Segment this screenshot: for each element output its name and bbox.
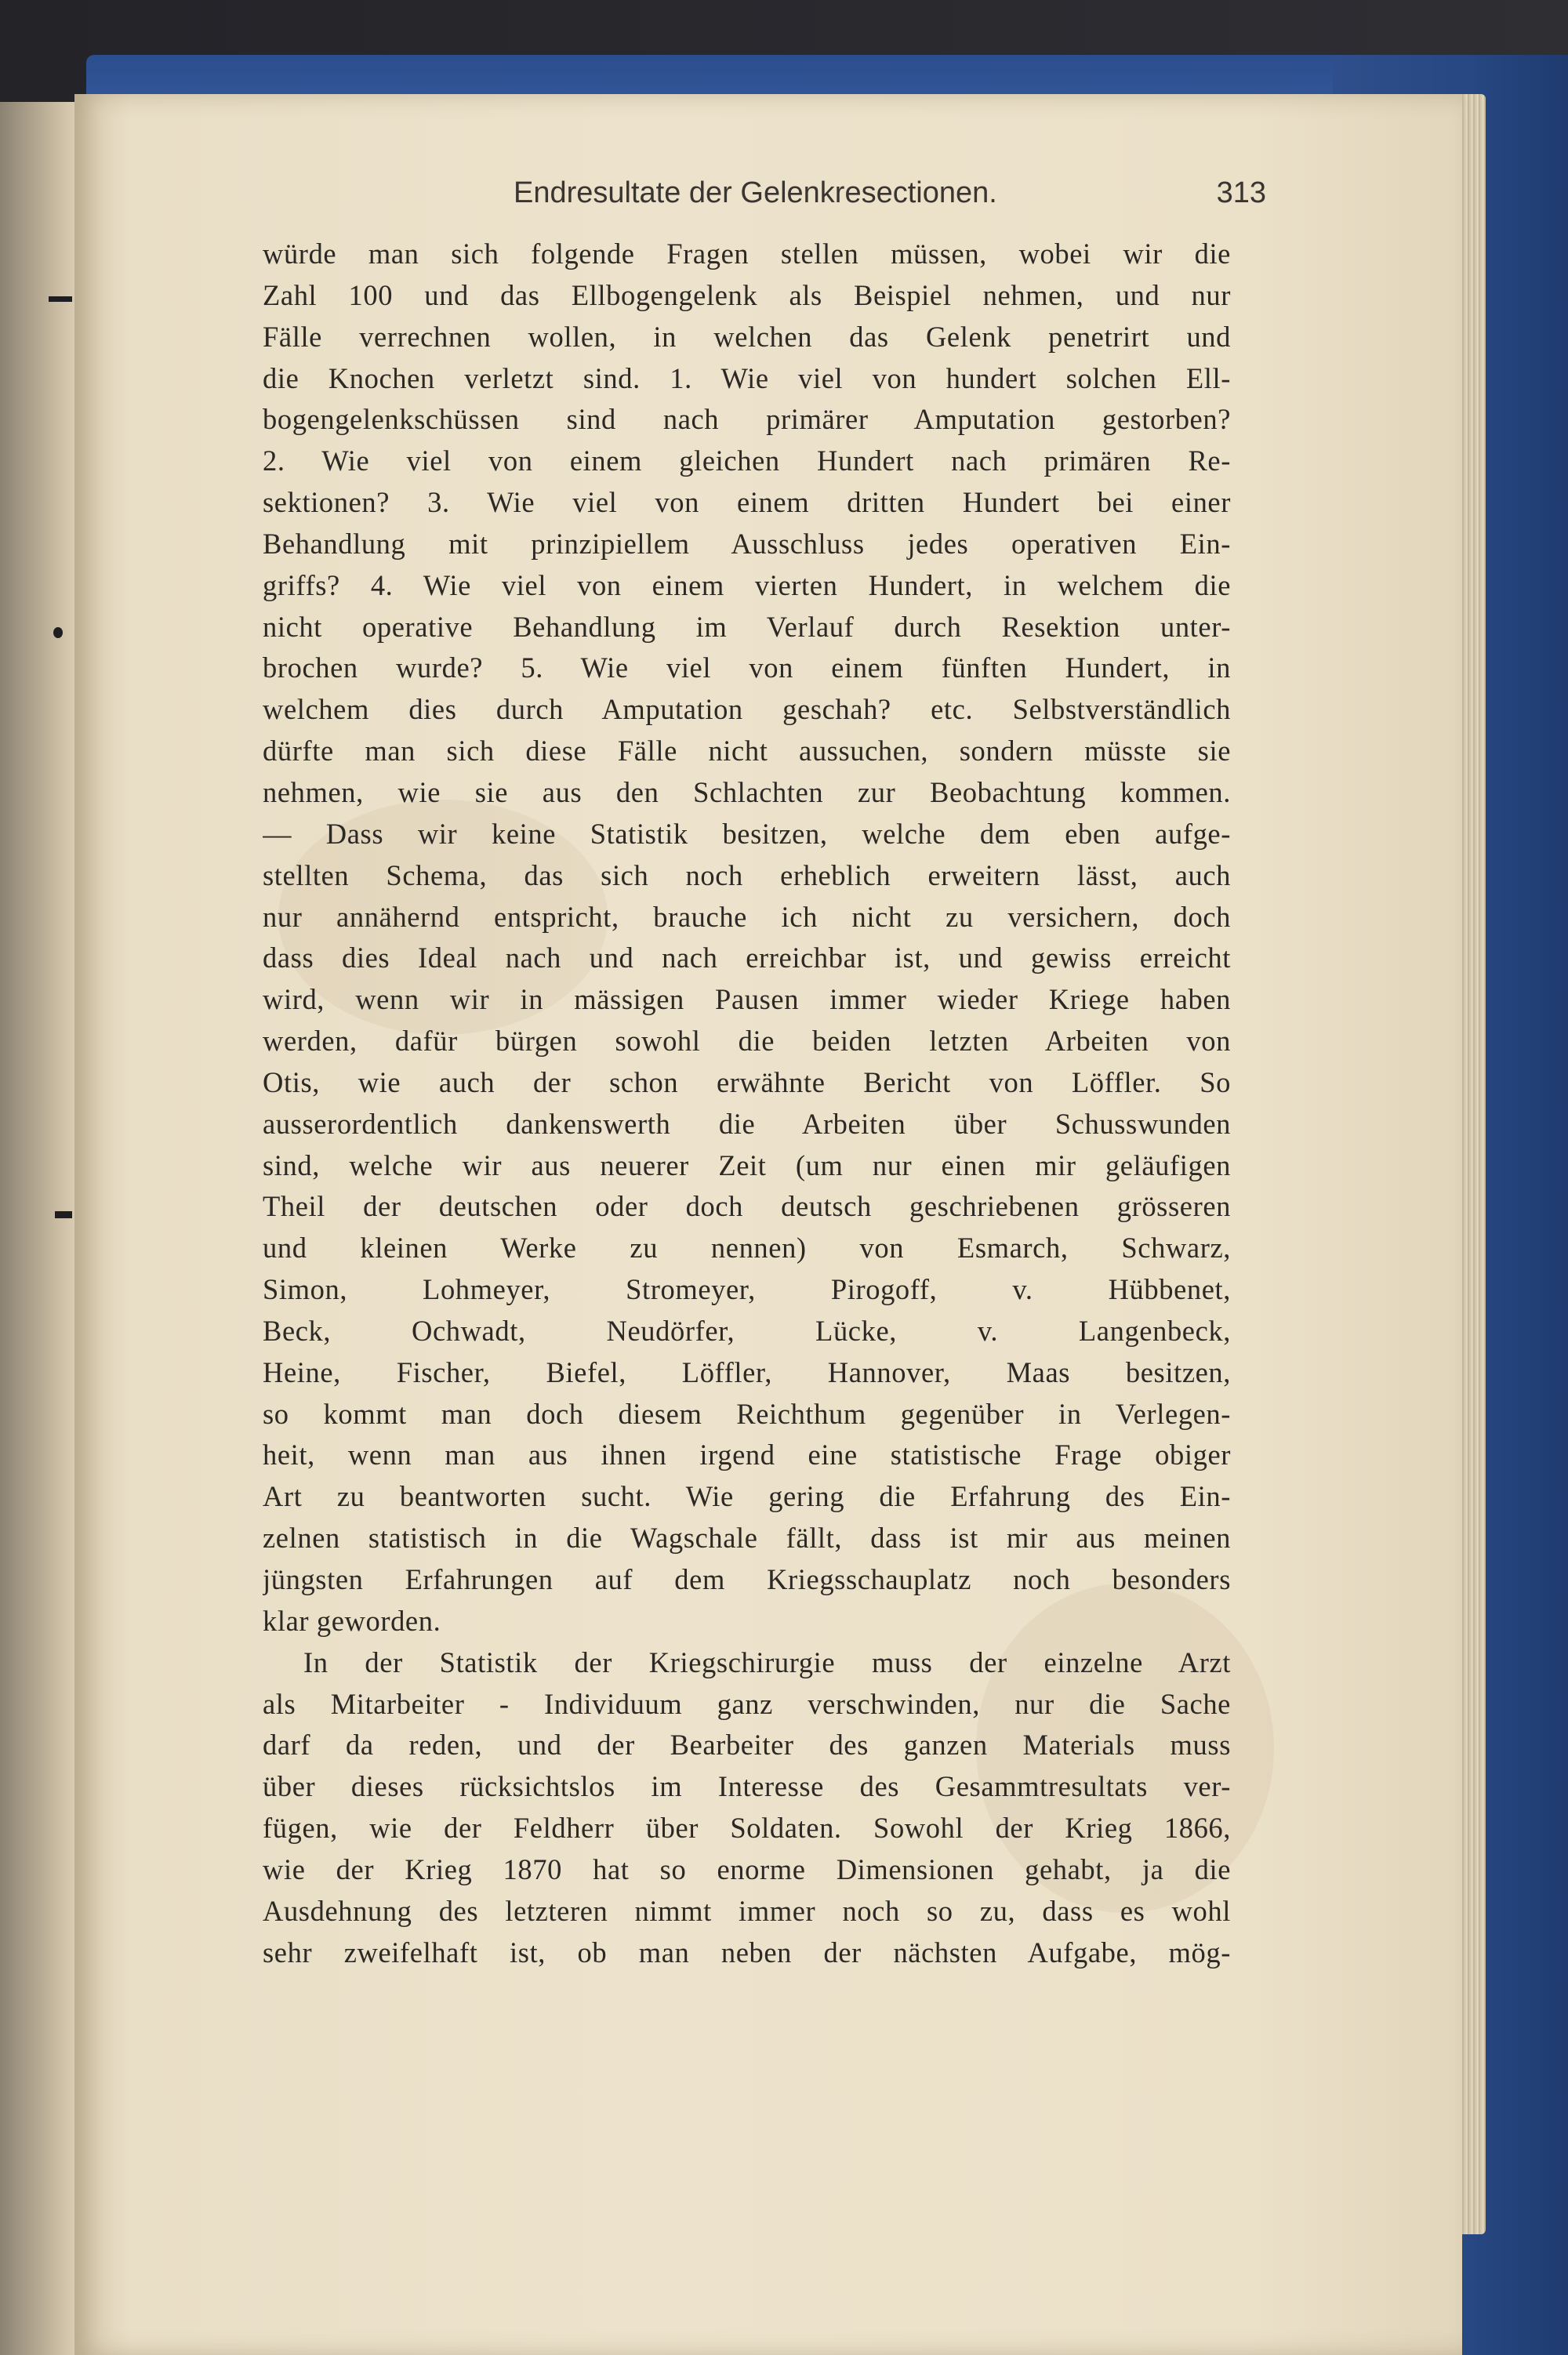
text-line: 2. Wie viel von einem gleichen Hundert nach primären Re- bbox=[263, 445, 1231, 477]
text-line: Behandlung mit prinzipiellem Ausschluss jedes operativen Ein- bbox=[263, 527, 1231, 560]
text-line: nehmen, wie sie aus den Schlachten zur Beobachtung kommen. bbox=[263, 775, 1231, 808]
text-line: dürfte man sich diese Fälle nicht aussuchen, sondern müsste sie bbox=[263, 735, 1231, 767]
text-line: fügen, wie der Feldherr über Soldaten. Sowohl der Krieg 1866, bbox=[263, 1812, 1231, 1845]
text-line: welchem dies durch Amputation geschah? etc. Selbstverständlich bbox=[263, 693, 1231, 726]
margin-mark bbox=[53, 627, 63, 638]
text-line: würde man sich folgende Fragen stellen müssen, wobei wir die bbox=[263, 238, 1231, 270]
text-line: Heine, Fischer, Biefel, Löffler, Hannover, Maas besitzen, bbox=[263, 1355, 1231, 1388]
text-line: stellten Schema, das sich noch erheblich erweitern lässt, auch bbox=[263, 858, 1231, 891]
text-line: nur annähernd entspricht, brauche ich nicht zu versichern, doch bbox=[263, 900, 1231, 933]
page-header bbox=[263, 176, 1266, 223]
text-line: werden, dafür bürgen sowohl die beiden letzten Arbeiten von bbox=[263, 1025, 1231, 1058]
text-line: darf da reden, und der Bearbeiter des ganzen Materials muss bbox=[263, 1729, 1231, 1762]
text-line: griffs? 4. Wie viel von einem vierten Hundert, in welchem die bbox=[263, 568, 1231, 601]
text-line: zelnen statistisch in die Wagschale fällt, dass ist mir aus meinen bbox=[263, 1522, 1231, 1555]
text-line: In der Statistik der Kriegschirurgie muss der einzelne Arzt bbox=[303, 1646, 1231, 1678]
text-line: Art zu beantworten sucht. Wie gering die Erfahrung des Ein- bbox=[263, 1480, 1231, 1513]
text-line: Otis, wie auch der schon erwähnte Bericht von Löffler. So bbox=[263, 1065, 1231, 1098]
text-line: die Knochen verletzt sind. 1. Wie viel von hundert solchen Ell- bbox=[263, 361, 1231, 394]
text-line: als Mitarbeiter - Individuum ganz verschwinden, nur die Sache bbox=[263, 1687, 1231, 1720]
running-title: Endresultate der Gelenkresectionen. bbox=[514, 176, 997, 209]
text-line: Fälle verrechnen wollen, in welchen das Gelenk penetrirt und bbox=[263, 320, 1231, 353]
text-line: Beck, Ochwadt, Neudörfer, Lücke, v. Langenbeck, bbox=[263, 1314, 1231, 1347]
margin-mark bbox=[49, 296, 72, 302]
text-line: Simon, Lohmeyer, Stromeyer, Pirogoff, v. Hübbenet, bbox=[263, 1273, 1231, 1306]
text-line: dass dies Ideal nach und nach erreichbar ist, und gewiss erreicht bbox=[263, 942, 1231, 974]
text-line: und kleinen Werke zu nennen) von Esmarch, Schwarz, bbox=[263, 1232, 1231, 1265]
text-line: ausserordentlich dankenswerth die Arbeiten über Schusswunden bbox=[263, 1107, 1231, 1140]
text-line: sehr zweifelhaft ist, ob man neben der nächsten Aufgabe, mög- bbox=[263, 1936, 1231, 1969]
text-line: über dieses rücksichtslos im Interesse des Gesammtresultats ver- bbox=[263, 1770, 1231, 1803]
text-line: brochen wurde? 5. Wie viel von einem fünften Hundert, in bbox=[263, 651, 1231, 684]
text-line: Ausdehnung des letzteren nimmt immer noch so zu, dass es wohl bbox=[263, 1894, 1231, 1927]
text-line: so kommt man doch diesem Reichthum gegenüber in Verlegen- bbox=[263, 1397, 1231, 1430]
text-line: sind, welche wir aus neuerer Zeit (um nur einen mir geläufigen bbox=[263, 1148, 1231, 1181]
text-line: nicht operative Behandlung im Verlauf durch Resektion unter- bbox=[263, 610, 1231, 643]
text-line: heit, wenn man aus ihnen irgend eine statistische Frage obiger bbox=[263, 1439, 1231, 1471]
text-line: klar geworden. bbox=[263, 1604, 441, 1637]
facing-page-edge bbox=[0, 102, 86, 2355]
text-line: Theil der deutschen oder doch deutsch geschriebenen grösseren bbox=[263, 1190, 1231, 1223]
text-line: Zahl 100 und das Ellbogengelenk als Beispiel nehmen, und nur bbox=[263, 278, 1231, 311]
text-line: jüngsten Erfahrungen auf dem Kriegsschauplatz noch besonders bbox=[263, 1563, 1231, 1595]
page-number: 313 bbox=[1216, 176, 1266, 209]
margin-mark bbox=[55, 1211, 72, 1218]
body-text bbox=[263, 234, 1231, 1973]
text-line: wie der Krieg 1870 hat so enorme Dimensionen gehabt, ja die bbox=[263, 1852, 1231, 1885]
text-line: wird, wenn wir in mässigen Pausen immer wieder Kriege haben bbox=[263, 983, 1231, 1016]
text-line: — Dass wir keine Statistik besitzen, welche dem eben aufge- bbox=[263, 817, 1231, 850]
text-line: bogengelenkschüssen sind nach primärer Amputation gestorben? bbox=[263, 403, 1231, 436]
text-line: sektionen? 3. Wie viel von einem dritten Hundert bei einer bbox=[263, 486, 1231, 519]
